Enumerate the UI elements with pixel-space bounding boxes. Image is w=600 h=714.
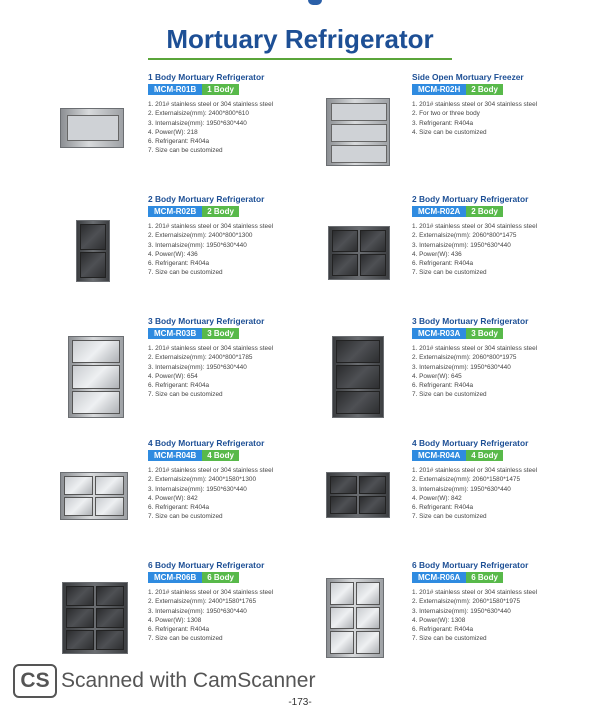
spec-item: 1. 201# stainless steel or 304 stainless steel [148,467,274,474]
model-code: MCM-R06A [412,572,466,583]
cabinet-door [66,630,94,650]
spec-item: 6. Refrigerant: R404a [148,382,210,390]
cabinet-door [360,254,386,276]
spec-list [412,222,548,278]
model-label [148,206,239,217]
spec-item: 7. Size can be customized [412,513,487,521]
product-image [328,226,390,280]
spec-item: 4. Power(W): 436 [412,250,462,258]
spec-item: 3. Internalsize(mm): 1950*630*440 [148,607,247,615]
spec-item: 1. 201# stainless steel or 304 stainless steel [148,345,274,352]
cabinet-door [96,630,124,650]
spec-item: 2. Externalsize(mm): 2060*800*1975 [412,354,517,362]
cabinet-door [330,607,354,630]
product-image [326,98,390,166]
spec-item: 2. Externalsize(mm): 2400*1580*1300 [148,476,256,484]
spec-list [148,466,284,522]
product-image [68,336,124,418]
cabinet-door [330,476,357,494]
product-title: 4 Body Mortuary Refrigerator [412,438,529,448]
model-code: MCM-R01B [148,84,202,95]
spec-item: 2. Externalsize(mm): 2400*800*1300 [148,232,253,240]
product-card [320,194,600,312]
product-card [320,438,600,556]
cabinet-door [66,608,94,628]
model-label [148,572,239,583]
body-count-badge: 6 Body [202,572,239,583]
body-count-badge: 3 Body [202,328,239,339]
spec-item: 1. 201# stainless steel or 304 stainless steel [412,223,538,230]
spec-item: 2. Externalsize(mm): 2060*1580*1475 [412,476,520,484]
camscanner-logo: CS [13,664,57,698]
model-code: MCM-R03A [412,328,466,339]
spec-item: 1. 201# stainless steel or 304 stainless steel [412,345,538,352]
product-image [60,472,128,520]
spec-item: 3. Refrigerant: R404a [412,119,474,127]
spec-item: 3. Internalsize(mm): 1950*630*440 [412,485,511,493]
spec-item: 7. Size can be customized [148,269,223,277]
spec-item: 3. Internalsize(mm): 1950*630*440 [148,485,247,493]
cabinet-door [332,230,358,252]
product-card [320,316,600,434]
spec-item: 4. Size can be customized [412,128,487,136]
spec-item: 6. Refrigerant: R404a [148,626,210,634]
spec-item: 2. Externalsize(mm): 2400*1580*1765 [148,598,256,606]
spec-item: 2. Externalsize(mm): 2400*800*1785 [148,354,253,362]
product-image [326,578,384,658]
cabinet-door [360,230,386,252]
spec-item: 7. Size can be customized [412,635,487,643]
model-code: MCM-R02A [412,206,466,217]
product-title: 1 Body Mortuary Refrigerator [148,72,265,82]
product-card [56,72,346,190]
page-number: -173- [288,697,312,708]
spec-item: 1. 201# stainless steel or 304 stainless steel [148,223,274,230]
spec-item: 6. Refrigerant: R404a [412,504,474,512]
spec-list [412,344,548,400]
spec-item: 1. 201# stainless steel or 304 stainless steel [148,101,274,108]
product-card [56,194,346,312]
spec-item: 3. Internalsize(mm): 1950*630*440 [148,363,247,371]
model-code: MCM-R02H [412,84,466,95]
spec-item: 2. Externalsize(mm): 2400*800*610 [148,110,249,118]
body-count-badge: 3 Body [466,328,503,339]
spec-item: 4. Power(W): 842 [148,494,198,502]
product-title: 3 Body Mortuary Refrigerator [412,316,529,326]
spec-list [412,588,548,644]
product-card [56,438,346,556]
watermark-text: Scanned with CamScanner [61,669,316,692]
spec-item: 7. Size can be customized [412,391,487,399]
model-label [412,328,503,339]
spec-item: 7. Size can be customized [412,269,487,277]
cabinet-door [95,497,124,516]
cabinet-door [336,365,380,388]
spec-item: 1. 201# stainless steel or 304 stainless steel [412,467,538,474]
tray-lid [67,115,119,141]
body-count-badge: 6 Body [466,572,503,583]
spec-item: 3. Internalsize(mm): 1950*630*440 [412,607,511,615]
product-image [332,336,384,418]
product-title: 2 Body Mortuary Refrigerator [412,194,529,204]
spec-item: 6. Refrigerant: R404a [412,260,474,268]
body-count-badge: 1 Body [202,84,239,95]
spec-item: 1. 201# stainless steel or 304 stainless steel [412,101,538,108]
cabinet-door [356,607,380,630]
cabinet-door [330,496,357,514]
spec-item: 6. Refrigerant: R404a [412,626,474,634]
product-image [326,472,390,518]
product-title: 6 Body Mortuary Refrigerator [412,560,529,570]
product-image [76,220,110,282]
spec-list [148,588,284,644]
spec-list [412,466,548,522]
spec-item: 4. Power(W): 654 [148,372,198,380]
cabinet-door [64,476,93,495]
body-count-badge: 4 Body [202,450,239,461]
spec-item: 1. 201# stainless steel or 304 stainless steel [412,589,538,596]
product-title: 4 Body Mortuary Refrigerator [148,438,265,448]
cabinet-door [96,608,124,628]
body-count-badge: 2 Body [466,206,503,217]
product-card [320,560,600,678]
spec-item: 3. Internalsize(mm): 1950*630*440 [148,119,247,127]
cabinet-door [80,224,106,250]
cabinet-door [359,476,386,494]
top-decoration [308,0,322,5]
spec-item: 3. Internalsize(mm): 1950*630*440 [148,241,247,249]
side-door [331,124,387,142]
spec-item: 4. Power(W): 436 [148,250,198,258]
product-title: Side Open Mortuary Freezer [412,72,524,82]
model-code: MCM-R03B [148,328,202,339]
cabinet-door [72,391,120,414]
body-count-badge: 4 Body [466,450,503,461]
spec-item: 2. Externalsize(mm): 2060*800*1475 [412,232,517,240]
spec-item: 2. Externalsize(mm): 2060*1580*1975 [412,598,520,606]
cabinet-door [66,586,94,606]
cabinet-door [95,476,124,495]
model-label [148,450,239,461]
spec-item: 7. Size can be customized [148,391,223,399]
camscanner-watermark [13,664,315,698]
product-image [60,108,124,148]
spec-item: 6. Refrigerant: R404a [412,382,474,390]
product-title: 2 Body Mortuary Refrigerator [148,194,265,204]
model-label [412,206,503,217]
model-label [148,84,239,95]
cabinet-door [336,340,380,363]
cabinet-door [72,365,120,388]
model-code: MCM-R06B [148,572,202,583]
model-label [412,450,503,461]
cabinet-door [356,582,380,605]
spec-item: 7. Size can be customized [148,147,223,155]
spec-list [148,100,284,156]
spec-item: 6. Refrigerant: R404a [148,138,210,146]
spec-list [148,222,284,278]
side-door [331,103,387,121]
spec-item: 7. Size can be customized [148,635,223,643]
spec-item: 6. Refrigerant: R404a [148,260,210,268]
title-underline [148,58,452,60]
cabinet-door [96,586,124,606]
spec-item: 2. For two or three body [412,110,480,118]
product-card [56,560,346,678]
spec-item: 7. Size can be customized [148,513,223,521]
product-title: 6 Body Mortuary Refrigerator [148,560,265,570]
body-count-badge: 2 Body [466,84,503,95]
cabinet-door [72,340,120,363]
model-label [148,328,239,339]
product-card [56,316,346,434]
cabinet-door [80,252,106,278]
model-code: MCM-R02B [148,206,202,217]
spec-item: 3. Internalsize(mm): 1950*630*440 [412,363,511,371]
spec-list [412,100,548,137]
spec-item: 4. Power(W): 645 [412,372,462,380]
spec-item: 4. Power(W): 1308 [148,616,202,624]
cabinet-door [359,496,386,514]
spec-item: 6. Refrigerant: R404a [148,504,210,512]
page-title: Mortuary Refrigerator [166,24,434,54]
product-card [320,72,600,190]
spec-item: 4. Power(W): 1308 [412,616,466,624]
spec-item: 4. Power(W): 842 [412,494,462,502]
side-door [331,145,387,163]
cabinet-door [330,582,354,605]
spec-item: 4. Power(W): 218 [148,128,198,136]
cabinet-door [332,254,358,276]
spec-item: 3. Internalsize(mm): 1950*630*440 [412,241,511,249]
model-code: MCM-R04A [412,450,466,461]
cabinet-door [336,391,380,414]
body-count-badge: 2 Body [202,206,239,217]
cabinet-door [330,631,354,654]
model-label [412,84,503,95]
model-label [412,572,503,583]
cabinet-door [356,631,380,654]
spec-item: 1. 201# stainless steel or 304 stainless steel [148,589,274,596]
spec-list [148,344,284,400]
product-image [62,582,128,654]
model-code: MCM-R04B [148,450,202,461]
product-title: 3 Body Mortuary Refrigerator [148,316,265,326]
cabinet-door [64,497,93,516]
